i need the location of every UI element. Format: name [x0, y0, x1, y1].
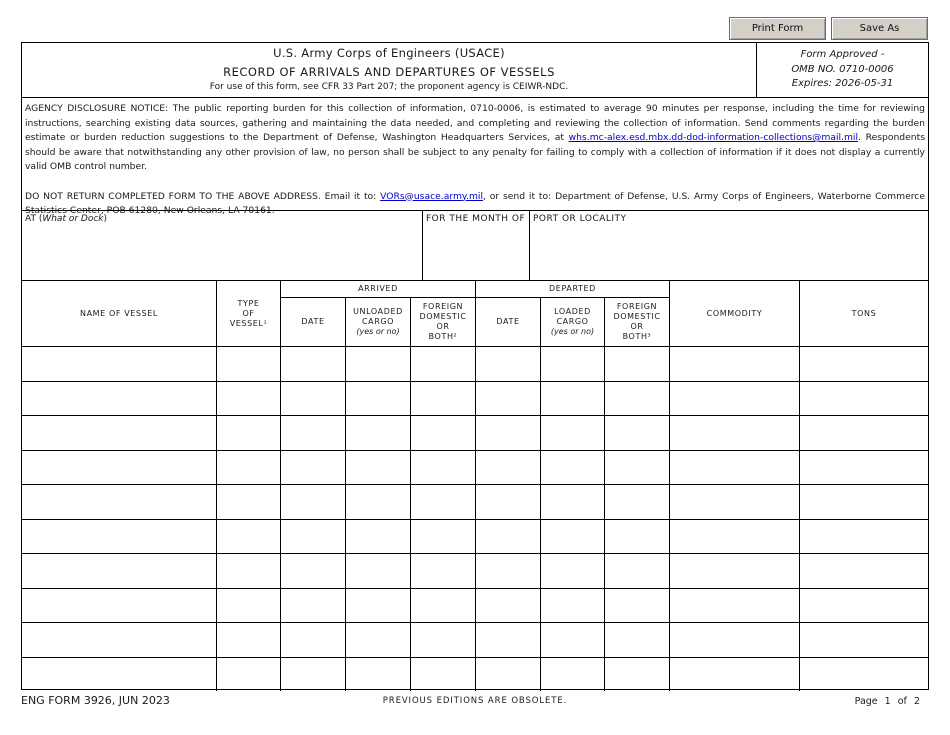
entry-cell-loaded[interactable]	[541, 520, 605, 554]
entry-cell-type[interactable]	[217, 658, 281, 692]
entry-cell-name[interactable]	[22, 658, 217, 692]
entry-cell-dep-fd[interactable]	[605, 485, 670, 519]
entry-cell-arr-fd[interactable]	[411, 382, 476, 416]
entry-cell-tons[interactable]	[800, 485, 928, 519]
entry-cell-dep-date[interactable]	[476, 347, 541, 381]
entry-cell-arr-date[interactable]	[281, 382, 346, 416]
entry-cell-name[interactable]	[22, 485, 217, 519]
entry-cell-commodity[interactable]	[670, 520, 800, 554]
form-subtitle: For use of this form, see CFR 33 Part 207; the proponent agency is CEIWR-NDC.	[209, 82, 569, 92]
entry-cell-unloaded[interactable]	[346, 589, 411, 623]
entry-cell-loaded[interactable]	[541, 623, 605, 657]
col-loaded-cargo: LOADED CARGO (yes or no)	[541, 298, 605, 346]
table-row	[22, 484, 928, 519]
entry-cell-type[interactable]	[217, 520, 281, 554]
entry-cell-commodity[interactable]	[670, 658, 800, 692]
col-departed-foreign-domestic: FOREIGN DOMESTIC OR BOTH³	[605, 298, 670, 346]
entry-cell-arr-date[interactable]	[281, 520, 346, 554]
entry-cell-dep-date[interactable]	[476, 451, 541, 485]
print-form-button[interactable]: Print Form	[729, 17, 826, 40]
col-commodity: COMMODITY	[670, 281, 800, 346]
table-row	[22, 622, 928, 657]
entry-cell-arr-date[interactable]	[281, 347, 346, 381]
entry-cell-dep-date[interactable]	[476, 658, 541, 692]
entry-cell-unloaded[interactable]	[346, 520, 411, 554]
entry-cell-arr-fd[interactable]	[411, 589, 476, 623]
table-row	[22, 450, 928, 485]
entry-cell-loaded[interactable]	[541, 554, 605, 588]
entry-cell-type[interactable]	[217, 382, 281, 416]
col-name-of-vessel: NAME OF VESSEL	[22, 281, 217, 346]
entry-cell-commodity[interactable]	[670, 382, 800, 416]
entry-cell-commodity[interactable]	[670, 485, 800, 519]
total-pages: 2	[913, 696, 920, 707]
entry-cell-arr-fd[interactable]	[411, 658, 476, 692]
entry-cell-type[interactable]	[217, 347, 281, 381]
table-row	[22, 415, 928, 450]
form-title: RECORD OF ARRIVALS AND DEPARTURES OF VESSELS	[223, 65, 555, 79]
month-field[interactable]: FOR THE MONTH OF	[423, 211, 530, 280]
col-group-departed: DEPARTED	[476, 281, 670, 298]
entry-cell-unloaded[interactable]	[346, 554, 411, 588]
entry-cell-name[interactable]	[22, 554, 217, 588]
entry-cell-dep-fd[interactable]	[605, 382, 670, 416]
entry-cell-dep-date[interactable]	[476, 554, 541, 588]
entry-cell-tons[interactable]	[800, 416, 928, 450]
entry-cell-dep-fd[interactable]	[605, 347, 670, 381]
entry-cell-tons[interactable]	[800, 451, 928, 485]
entry-cell-loaded[interactable]	[541, 382, 605, 416]
entry-cell-dep-date[interactable]	[476, 382, 541, 416]
entry-cell-arr-date[interactable]	[281, 485, 346, 519]
entry-cell-unloaded[interactable]	[346, 658, 411, 692]
form-number: ENG FORM 3926, JUN 2023	[21, 694, 170, 707]
entry-cell-dep-fd[interactable]	[605, 520, 670, 554]
entry-cell-arr-date[interactable]	[281, 623, 346, 657]
entry-cell-dep-fd[interactable]	[605, 416, 670, 450]
entry-cell-arr-fd[interactable]	[411, 520, 476, 554]
entry-cell-arr-date[interactable]	[281, 451, 346, 485]
at-field[interactable]: AT (What or Dock)	[22, 211, 423, 280]
entry-cell-arr-date[interactable]	[281, 416, 346, 450]
entry-cell-name[interactable]	[22, 589, 217, 623]
entry-cell-loaded[interactable]	[541, 589, 605, 623]
entry-cell-type[interactable]	[217, 416, 281, 450]
entry-cell-tons[interactable]	[800, 589, 928, 623]
entry-cell-unloaded[interactable]	[346, 451, 411, 485]
entry-cell-tons[interactable]	[800, 658, 928, 692]
entry-cell-dep-fd[interactable]	[605, 554, 670, 588]
entry-cell-loaded[interactable]	[541, 451, 605, 485]
entry-cell-tons[interactable]	[800, 520, 928, 554]
entry-cell-commodity[interactable]	[670, 554, 800, 588]
entry-cell-name[interactable]	[22, 416, 217, 450]
entry-cell-commodity[interactable]	[670, 347, 800, 381]
entry-cell-arr-fd[interactable]	[411, 416, 476, 450]
entry-cell-arr-fd[interactable]	[411, 554, 476, 588]
table-row	[22, 381, 928, 416]
entry-cell-loaded[interactable]	[541, 658, 605, 692]
entry-cell-type[interactable]	[217, 485, 281, 519]
entry-cell-name[interactable]	[22, 623, 217, 657]
entry-cell-type[interactable]	[217, 451, 281, 485]
table-row	[22, 553, 928, 588]
table-row	[22, 346, 928, 381]
page-indicator: Page 1 of 2	[854, 696, 920, 707]
location-fields	[22, 211, 928, 281]
table-row	[22, 657, 928, 692]
entry-cell-arr-fd[interactable]	[411, 623, 476, 657]
entry-cell-type[interactable]	[217, 623, 281, 657]
col-arrived-foreign-domestic: FOREIGN DOMESTIC OR BOTH²	[411, 298, 476, 346]
whs-email-link[interactable]: whs.mc-alex.esd.mbx.dd-dod-information-collections@mail.mil	[568, 132, 859, 143]
entry-cell-tons[interactable]	[800, 347, 928, 381]
entry-cell-dep-fd[interactable]	[605, 623, 670, 657]
entry-cell-dep-fd[interactable]	[605, 589, 670, 623]
entry-cell-name[interactable]	[22, 451, 217, 485]
entry-cell-dep-date[interactable]	[476, 485, 541, 519]
entry-cell-commodity[interactable]	[670, 589, 800, 623]
entry-cell-unloaded[interactable]	[346, 416, 411, 450]
entry-cell-commodity[interactable]	[670, 623, 800, 657]
entry-cell-name[interactable]	[22, 520, 217, 554]
entry-cell-unloaded[interactable]	[346, 485, 411, 519]
col-unloaded-cargo: UNLOADED CARGO (yes or no)	[346, 298, 411, 346]
entry-cell-dep-date[interactable]	[476, 623, 541, 657]
entry-cell-arr-fd[interactable]	[411, 347, 476, 381]
entry-cell-tons[interactable]	[800, 382, 928, 416]
agency-disclosure-notice	[22, 98, 928, 216]
entry-cell-arr-fd[interactable]	[411, 451, 476, 485]
entry-cell-dep-date[interactable]	[476, 520, 541, 554]
table-row	[22, 588, 928, 623]
entry-cell-unloaded[interactable]	[346, 347, 411, 381]
entry-cell-dep-fd[interactable]	[605, 658, 670, 692]
omb-block	[757, 43, 928, 98]
col-tons: TONS	[851, 308, 877, 318]
notice-text-1: AGENCY DISCLOSURE NOTICE: The public reporting burden for this collection of information, 0710-0006, is estimated to average 90 minutes per response, including the time for reviewing instructions, searching existing data sources, gathering and maintaining the data needed, and completing and reviewing the collection of information. Send comments regarding the burden estimate or burden reduction suggestions to the Department of Defense, Washington Headquarters Services, at	[25, 103, 925, 143]
return-notice-text: DO NOT RETURN COMPLETED FORM TO THE ABOVE ADDRESS. Email it to:	[25, 190, 381, 202]
entry-cell-arr-date[interactable]	[281, 554, 346, 588]
entry-cell-type[interactable]	[217, 589, 281, 623]
entry-cell-dep-date[interactable]	[476, 416, 541, 450]
port-field[interactable]: PORT OR LOCALITY	[533, 214, 627, 224]
agency-name: U.S. Army Corps of Engineers (USACE)	[273, 46, 505, 60]
entry-cell-unloaded[interactable]	[346, 623, 411, 657]
entry-cell-tons[interactable]	[800, 623, 928, 657]
entry-cell-dep-date[interactable]	[476, 589, 541, 623]
current-page: 1	[884, 696, 891, 707]
entry-cell-unloaded[interactable]	[346, 382, 411, 416]
entry-cell-commodity[interactable]	[670, 416, 800, 450]
notice-text-2: . Respondents should be aware that notwithstanding any other provision of law, no person shall be subject to any penalty for failing to comply with a collection of information if it does not display a currently valid OMB control number.	[25, 132, 925, 172]
entry-cell-name[interactable]	[22, 382, 217, 416]
col-departed-date: DATE	[476, 298, 541, 346]
form-approved: Form Approved -	[800, 49, 885, 60]
previous-editions-note: PREVIOUS EDITIONS ARE OBSOLETE.	[382, 696, 568, 706]
entry-cell-tons[interactable]	[800, 554, 928, 588]
entry-cell-arr-date[interactable]	[281, 589, 346, 623]
form-header	[22, 43, 757, 98]
expiration-date: Expires: 2026-05-31	[791, 78, 894, 89]
entry-cell-loaded[interactable]	[541, 485, 605, 519]
form-frame	[21, 42, 929, 690]
vors-email-link[interactable]: VORs@usace.army.mil	[380, 190, 483, 202]
entry-cell-arr-fd[interactable]	[411, 485, 476, 519]
col-type-of-vessel: TYPE OF VESSEL¹	[217, 281, 281, 346]
entry-cell-name[interactable]	[22, 347, 217, 381]
table-row	[22, 519, 928, 554]
col-arrived-date: DATE	[281, 298, 346, 346]
col-group-arrived: ARRIVED	[281, 281, 476, 298]
entry-cell-loaded[interactable]	[541, 347, 605, 381]
entry-cell-dep-fd[interactable]	[605, 451, 670, 485]
entry-cell-commodity[interactable]	[670, 451, 800, 485]
entry-cell-arr-date[interactable]	[281, 658, 346, 692]
save-as-button[interactable]: Save As	[831, 17, 928, 40]
return-address-text: , or send it to: Department of Defense, U.S. Army Corps of Engineers, Waterborne Commerce Statistics Center, POB 61280, New Orleans, LA 70161.	[25, 190, 926, 216]
omb-number: OMB NO. 0710-0006	[791, 64, 894, 75]
entry-cell-type[interactable]	[217, 554, 281, 588]
entry-cell-loaded[interactable]	[541, 416, 605, 450]
